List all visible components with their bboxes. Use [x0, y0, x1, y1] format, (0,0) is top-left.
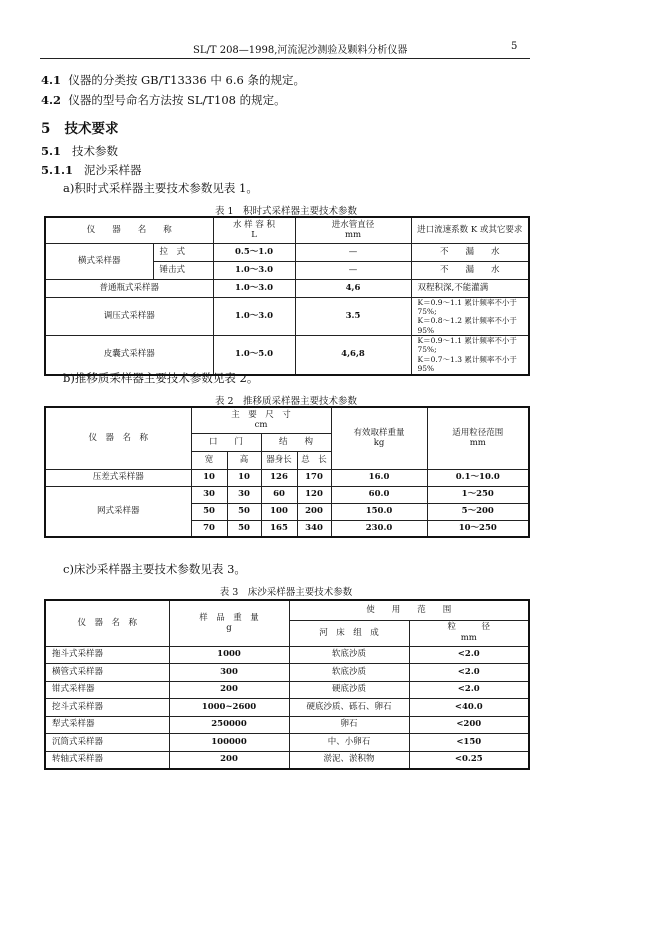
running-header: SL/T 208—1998,河流泥沙测验及颗料分析仪器 [193, 45, 408, 56]
cell-size: 10～250 [427, 520, 529, 537]
cell-bed: 硬底沙质、砾石、卵石 [289, 699, 409, 717]
col-header-struct: 结 构 [261, 433, 331, 451]
cell-grain: <150 [409, 734, 529, 752]
cell-body-len: 100 [261, 503, 297, 520]
table-row [45, 751, 529, 769]
col-header-name: 仪 器 名 称 [45, 407, 191, 469]
table2-caption: 表 2 推移质采样器主要技术参数 [214, 396, 358, 407]
cell-pipe: — [295, 261, 411, 279]
section-5-heading [41, 117, 119, 137]
clause-4-1 [41, 72, 305, 88]
table3-caption: 表 3 床沙采样器主要技术参数 [219, 587, 353, 598]
table-header-row [45, 407, 529, 433]
cell-name: 沉筒式采样器 [45, 734, 169, 752]
cell-weight: 300 [169, 664, 289, 682]
cell-grain: <200 [409, 716, 529, 734]
cell-volume: 0.5～1.0 [213, 243, 295, 261]
section-number: 5.1 [41, 144, 62, 158]
cell-grain: <2.0 [409, 646, 529, 664]
clause-number: 4.1 [41, 73, 62, 87]
section-title: 技术参数 [71, 144, 118, 158]
cell-name: 皮囊式采样器 [45, 336, 213, 375]
cell-weight: 250000 [169, 716, 289, 734]
cell-bed: 软底沙质 [289, 646, 409, 664]
clause-text: 仪器的分类按 GB/T13336 中 6.6 条的规定。 [68, 73, 306, 87]
cell-name: 横管式采样器 [45, 664, 169, 682]
cell-width: 70 [191, 520, 227, 537]
table-row [45, 681, 529, 699]
cell-width: 10 [191, 469, 227, 486]
page-number: 5 [511, 41, 518, 52]
cell-height: 50 [227, 520, 261, 537]
cell-height: 50 [227, 503, 261, 520]
table-row [45, 297, 529, 336]
paragraph-b: b)推移质采样器主要技术参数见表 2。 [63, 371, 259, 385]
cell-req: 不 漏 水 [411, 243, 529, 261]
table-row [45, 646, 529, 664]
col-header-name: 仪 器 名 称 [45, 600, 169, 646]
col-header-name: 仪 器 名 称 [45, 217, 213, 243]
table-row [45, 699, 529, 717]
cell-weight: 200 [169, 681, 289, 699]
cell-total-len: 170 [297, 469, 331, 486]
table-header-row [45, 217, 529, 243]
cell-req: 不 漏 水 [411, 261, 529, 279]
cell-pipe: 3.5 [295, 297, 411, 336]
cell-weight: 1000 [169, 646, 289, 664]
cell-weight: 200 [169, 751, 289, 769]
cell-weight: 60.0 [331, 486, 427, 503]
cell-group: 横式采样器 [45, 243, 153, 279]
section-5-1-heading [41, 143, 118, 159]
cell-volume: 1.0～3.0 [213, 279, 295, 297]
cell-grain: <2.0 [409, 681, 529, 699]
table-row [45, 243, 529, 261]
cell-volume: 1.0～5.0 [213, 336, 295, 375]
col-header-width: 宽 [191, 451, 227, 469]
section-title: 泥沙采样器 [83, 163, 142, 177]
cell-total-len: 120 [297, 486, 331, 503]
cell-size: 1～250 [427, 486, 529, 503]
paragraph-a: a)积时式采样器主要技术参数见表 1。 [63, 181, 258, 195]
cell-pipe: 4,6,8 [295, 336, 411, 375]
header-rule [40, 58, 530, 59]
col-header-weight: 样 品 重 量 g [169, 600, 289, 646]
cell-grain: <2.0 [409, 664, 529, 682]
cell-size: 0.1～10.0 [427, 469, 529, 486]
table-header-row [45, 600, 529, 620]
cell-name: 网式采样器 [45, 486, 191, 537]
col-header-size: 适用粒径范围 mm [427, 407, 529, 469]
col-header-total-len: 总 长 [297, 451, 331, 469]
table-row [45, 336, 529, 375]
section-5-1-1-heading [41, 162, 141, 178]
cell-name: 普通瓶式采样器 [45, 279, 213, 297]
cell-name: 拖斗式采样器 [45, 646, 169, 664]
cell-total-len: 200 [297, 503, 331, 520]
cell-body-len: 60 [261, 486, 297, 503]
section-title: 技术要求 [64, 121, 119, 137]
cell-name: 钳式采样器 [45, 681, 169, 699]
cell-height: 10 [227, 469, 261, 486]
cell-width: 50 [191, 503, 227, 520]
cell-name: 压差式采样器 [45, 469, 191, 486]
cell-name: 犁式采样器 [45, 716, 169, 734]
cell-body-len: 126 [261, 469, 297, 486]
cell-bed: 淤泥、淤积物 [289, 751, 409, 769]
cell-volume: 1.0～3.0 [213, 261, 295, 279]
cell-weight: 1000~2600 [169, 699, 289, 717]
cell-name: 转轴式采样器 [45, 751, 169, 769]
cell-height: 30 [227, 486, 261, 503]
col-header-use: 使 用 范 围 [289, 600, 529, 620]
section-number: 5.1.1 [41, 163, 74, 177]
cell-body-len: 165 [261, 520, 297, 537]
cell-pipe: — [295, 243, 411, 261]
table3 [44, 599, 530, 770]
cell-weight: 150.0 [331, 503, 427, 520]
cell-bed: 软底沙质 [289, 664, 409, 682]
clause-number: 4.2 [41, 93, 62, 107]
cell-width: 30 [191, 486, 227, 503]
cell-bed: 硬底沙质 [289, 681, 409, 699]
cell-weight: 16.0 [331, 469, 427, 486]
cell-name: 挖斗式采样器 [45, 699, 169, 717]
cell-grain: <40.0 [409, 699, 529, 717]
col-header-body-len: 器身长 [261, 451, 297, 469]
cell-req: 双程积深,不能灌满 [411, 279, 529, 297]
col-header-mouth: 口 门 [191, 433, 261, 451]
cell-size: 5～200 [427, 503, 529, 520]
cell-total-len: 340 [297, 520, 331, 537]
table-row [45, 469, 529, 486]
cell-grain: <0.25 [409, 751, 529, 769]
cell-sub: 拉 式 [153, 243, 213, 261]
table1-caption: 表 1 积时式采样器主要技术参数 [214, 206, 358, 217]
cell-bed: 中、小卵石 [289, 734, 409, 752]
table-row [45, 486, 529, 503]
col-header-pipe: 进水管直径 mm [295, 217, 411, 243]
table-row [45, 664, 529, 682]
cell-volume: 1.0～3.0 [213, 297, 295, 336]
col-header-volume: 水 样 容 积 L [213, 217, 295, 243]
col-header-bed: 河 床 组 成 [289, 620, 409, 646]
cell-bed: 卵石 [289, 716, 409, 734]
table-row [45, 716, 529, 734]
col-header-req: 进口流速系数 K 或其它要求 [411, 217, 529, 243]
cell-pipe: 4,6 [295, 279, 411, 297]
cell-weight: 230.0 [331, 520, 427, 537]
col-header-height: 高 [227, 451, 261, 469]
clause-4-2 [41, 92, 286, 108]
cell-weight: 100000 [169, 734, 289, 752]
cell-req: K＝0.9～1.1 累计频率不小于 75%; K＝0.8～1.2 累计频率不小于 95% [411, 297, 529, 336]
table-row [45, 734, 529, 752]
table2 [44, 406, 530, 538]
cell-sub: 锤击式 [153, 261, 213, 279]
col-header-grain: 粒 径 mm [409, 620, 529, 646]
table1 [44, 216, 530, 376]
cell-req: K＝0.9～1.1 累计频率不小于 75%; K＝0.7～1.3 累计频率不小于 95% [411, 336, 529, 375]
table-row [45, 279, 529, 297]
paragraph-c: c)床沙采样器主要技术参数见表 3。 [63, 562, 246, 576]
col-header-dims: 主 要 尺 寸 cm [191, 407, 331, 433]
cell-name: 调压式采样器 [45, 297, 213, 336]
col-header-weight: 有效取样重量 kg [331, 407, 427, 469]
clause-text: 仪器的型号命名方法按 SL/T108 的规定。 [68, 93, 286, 107]
section-number: 5 [41, 121, 51, 137]
